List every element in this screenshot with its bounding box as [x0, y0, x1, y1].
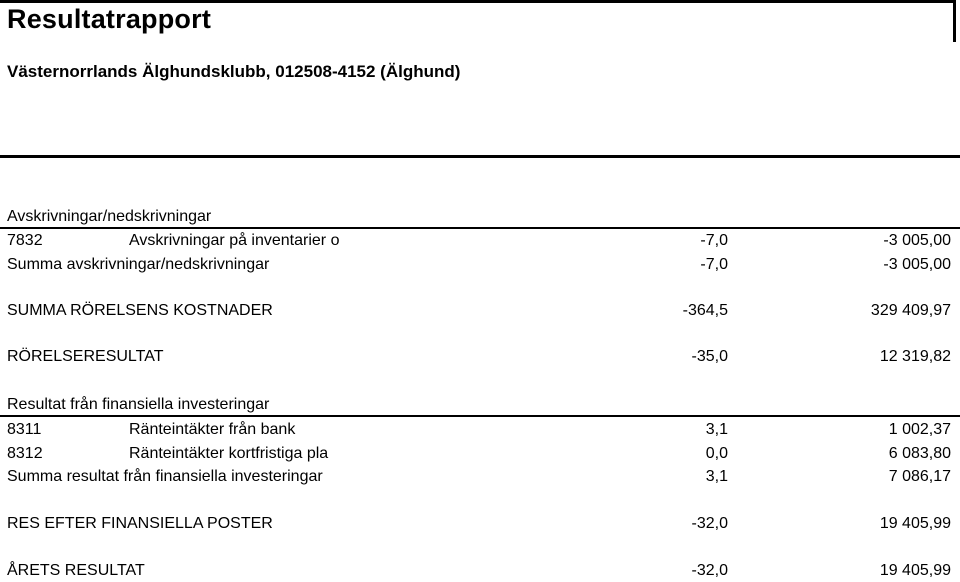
period-value: -7,0 [700, 232, 728, 249]
sum-ytd-value: 7 086,17 [888, 468, 951, 485]
sum-label: Summa resultat från finansiella investeringar [7, 468, 323, 485]
account-code: 7832 [7, 232, 43, 249]
ytd-value: 1 002,37 [888, 421, 951, 438]
sum-period-value: 3,1 [705, 468, 728, 485]
total-ytd-value: 19 405,99 [879, 515, 951, 532]
total-period-value: -32,0 [691, 515, 728, 532]
sum-period-value: -7,0 [700, 256, 728, 273]
total-period-value: -35,0 [691, 348, 728, 365]
year-result-ytd-value: 19 405,99 [879, 562, 951, 579]
total-ytd-value: 12 319,82 [879, 348, 951, 365]
account-code: 8311 [7, 421, 42, 438]
sum-ytd-value: -3 005,00 [883, 256, 951, 273]
account-name: Avskrivningar på inventarier o [129, 232, 340, 249]
account-name: Ränteintäkter kortfristiga pla [129, 445, 329, 462]
total-ytd-value: 329 409,97 [870, 302, 951, 319]
section-divider [0, 227, 960, 229]
section-heading-depreciation: Avskrivningar/nedskrivningar [7, 208, 212, 225]
section-divider [0, 415, 960, 417]
section-heading-financial: Resultat från finansiella investeringar [7, 396, 270, 413]
account-name: Ränteintäkter från bank [129, 421, 296, 438]
total-label: RES EFTER FINANSIELLA POSTER [7, 515, 273, 532]
total-label: SUMMA RÖRELSENS KOSTNADER [7, 302, 273, 319]
period-value: 0,0 [705, 445, 728, 462]
ytd-value: -3 005,00 [883, 232, 951, 249]
ytd-value: 6 083,80 [888, 445, 951, 462]
header-divider [0, 155, 960, 158]
sum-label: Summa avskrivningar/nedskrivningar [7, 256, 270, 273]
report-subtitle: Västernorrlands Älghundsklubb, 012508-4152 (Älghund) [7, 62, 461, 81]
period-value: 3,1 [705, 421, 728, 438]
year-result-period-value: -32,0 [691, 562, 728, 579]
report-title: Resultatrapport [7, 4, 212, 34]
total-period-value: -364,5 [682, 302, 728, 319]
year-result-label: ÅRETS RESULTAT [7, 562, 145, 579]
total-label: RÖRELSERESULTAT [7, 348, 164, 365]
account-code: 8312 [7, 445, 43, 462]
